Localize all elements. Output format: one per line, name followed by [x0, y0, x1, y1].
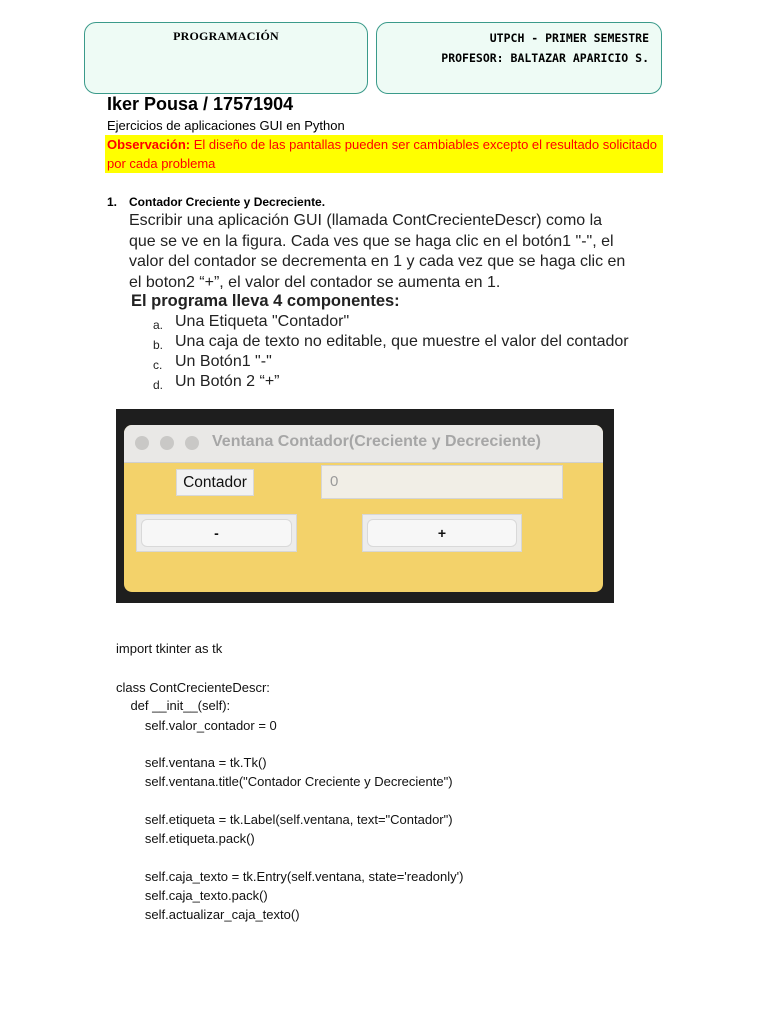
- window-title: Ventana Contador(Creciente y Decreciente): [212, 433, 541, 450]
- header-info-box: [376, 22, 662, 94]
- components-heading: El programa lleva 4 componentes:: [131, 292, 400, 310]
- section-description: [129, 211, 669, 293]
- increment-button[interactable]: +: [367, 519, 517, 547]
- section-number: 1.: [107, 195, 118, 209]
- decrement-button[interactable]: -: [141, 519, 292, 547]
- professor-name: PROFESOR: BALTAZAR APARICIO S.: [441, 51, 649, 65]
- section-title: Contador Creciente y Decreciente.: [129, 195, 326, 209]
- university-semester: UTPCH - PRIMER SEMESTRE: [489, 31, 649, 45]
- description-line: el boton2 “+”, el valor del contador se aumenta en 1.: [129, 273, 501, 291]
- code-line: self.actualizar_caja_texto(): [116, 907, 300, 922]
- close-dot-icon[interactable]: [135, 436, 149, 450]
- minus-button-frame: [136, 514, 297, 552]
- code-line: self.ventana = tk.Tk(): [116, 755, 267, 770]
- observation-note: [105, 135, 663, 173]
- contador-label: Contador: [176, 469, 254, 496]
- code-line: self.valor_contador = 0: [116, 718, 277, 733]
- code-line: self.caja_texto.pack(): [116, 888, 268, 903]
- list-item: Una caja de texto no editable, que muestre el valor del contador: [175, 333, 629, 350]
- list-item: Un Botón 2 “+”: [175, 373, 280, 390]
- document-subtitle: Ejercicios de aplicaciones GUI en Python: [107, 118, 345, 133]
- code-line: import tkinter as tk: [116, 641, 223, 656]
- window-titlebar: [124, 425, 603, 463]
- observation-label: Observación:: [107, 137, 191, 152]
- plus-button-frame: [362, 514, 522, 552]
- list-letter: b.: [153, 338, 164, 352]
- list-letter: a.: [153, 318, 164, 332]
- minimize-dot-icon[interactable]: [160, 436, 174, 450]
- description-line: que se ve en la figura. Cada ves que se haga clic en el botón1 "-", el: [129, 232, 614, 250]
- counter-value-entry[interactable]: 0: [321, 465, 563, 499]
- student-name-id: Iker Pousa / 17571904: [107, 94, 294, 114]
- maximize-dot-icon[interactable]: [185, 436, 199, 450]
- description-line: valor del contador se decrementa en 1 y cada vez que se haga clic en: [129, 253, 626, 270]
- list-item: Un Botón1 "-": [175, 353, 272, 370]
- list-letter: d.: [153, 378, 164, 392]
- counter-window: [124, 425, 603, 592]
- list-letter: c.: [153, 358, 163, 372]
- code-line: def __init__(self):: [116, 698, 231, 713]
- code-line: self.caja_texto = tk.Entry(self.ventana, state='readonly'): [116, 869, 464, 884]
- code-line: class ContCrecienteDescr:: [116, 680, 270, 695]
- code-line: self.etiqueta = tk.Label(self.ventana, text="Contador"): [116, 812, 453, 827]
- list-item: Una Etiqueta "Contador": [175, 313, 350, 330]
- header-course-box: [84, 22, 368, 94]
- course-title: PROGRAMACIÓN: [173, 29, 279, 43]
- code-line: self.etiqueta.pack(): [116, 831, 255, 846]
- description-line: Escribir una aplicación GUI (llamada ContCrecienteDescr) como la: [129, 212, 603, 229]
- observation-text: El diseño de las pantallas pueden ser cambiables excepto el resultado solicitado por cada problema: [107, 137, 657, 171]
- code-line: self.ventana.title("Contador Creciente y Decreciente"): [116, 774, 453, 789]
